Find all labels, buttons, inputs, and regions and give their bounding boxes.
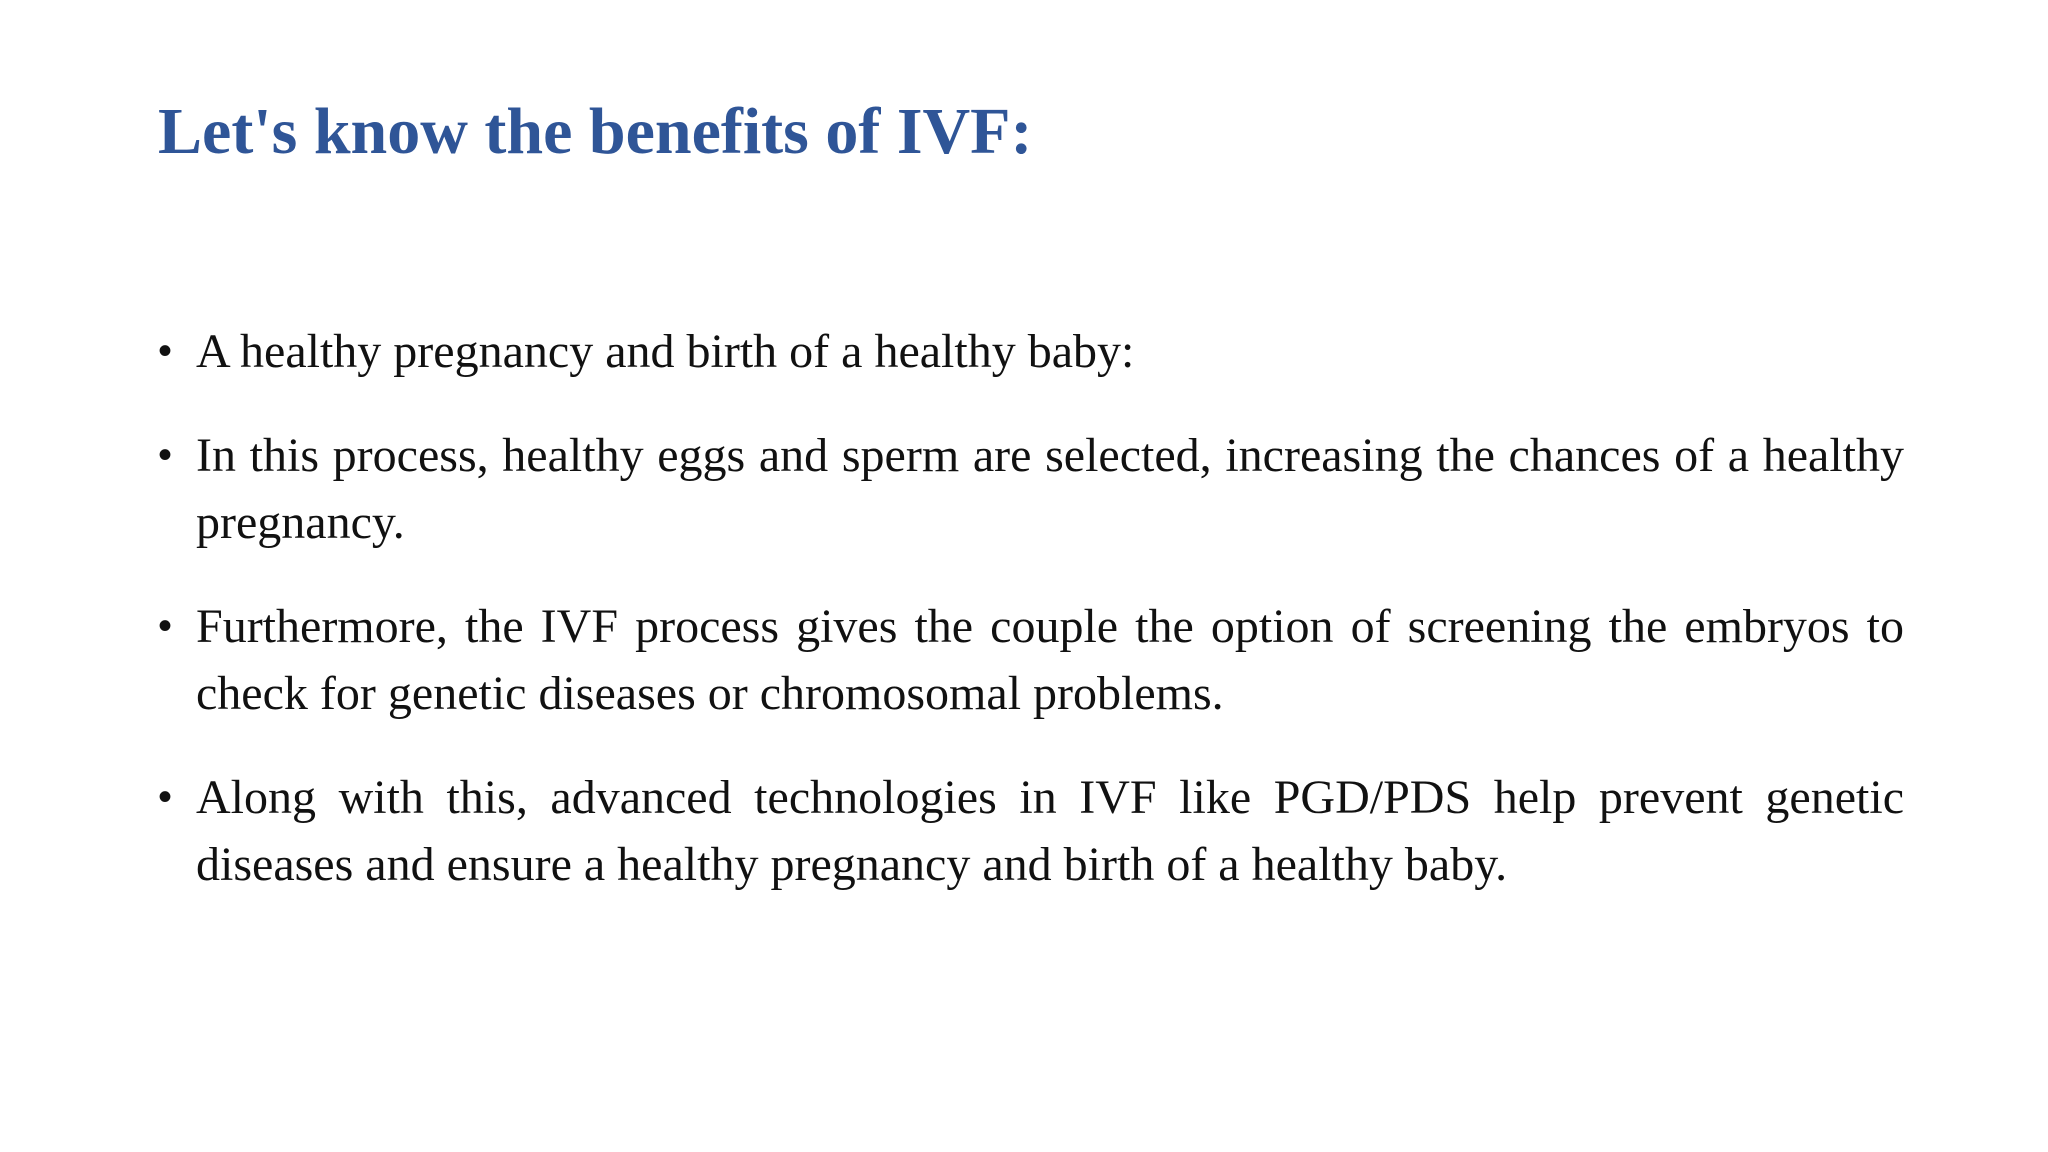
bullet-icon: •: [158, 775, 173, 819]
bullet-list: [158, 318, 1904, 935]
bullet-text-3: Furthermore, the IVF process gives the couple the option of screening the embryos to check for genetic diseases or chromosomal problems.: [196, 600, 1904, 720]
bullet-icon: •: [158, 433, 173, 477]
bullet-item-1: [158, 318, 1904, 385]
bullet-text-1: A healthy pregnancy and birth of a healthy baby:: [196, 325, 1135, 378]
bullet-text-4: Along with this, advanced technologies in IVF like PGD/PDS help prevent genetic diseases and ensure a healthy pregnancy and birth of a healthy baby.: [196, 771, 1904, 891]
bullet-text-2: In this process, healthy eggs and sperm are selected, increasing the chances of a healthy pregnancy.: [196, 429, 1904, 549]
slide-title: Let's know the benefits of IVF:: [158, 95, 1033, 168]
bullet-item-2: [158, 422, 1904, 556]
bullet-icon: •: [158, 604, 173, 648]
bullet-item-3: [158, 593, 1904, 727]
bullet-icon: •: [158, 329, 173, 373]
bullet-item-4: [158, 764, 1904, 898]
